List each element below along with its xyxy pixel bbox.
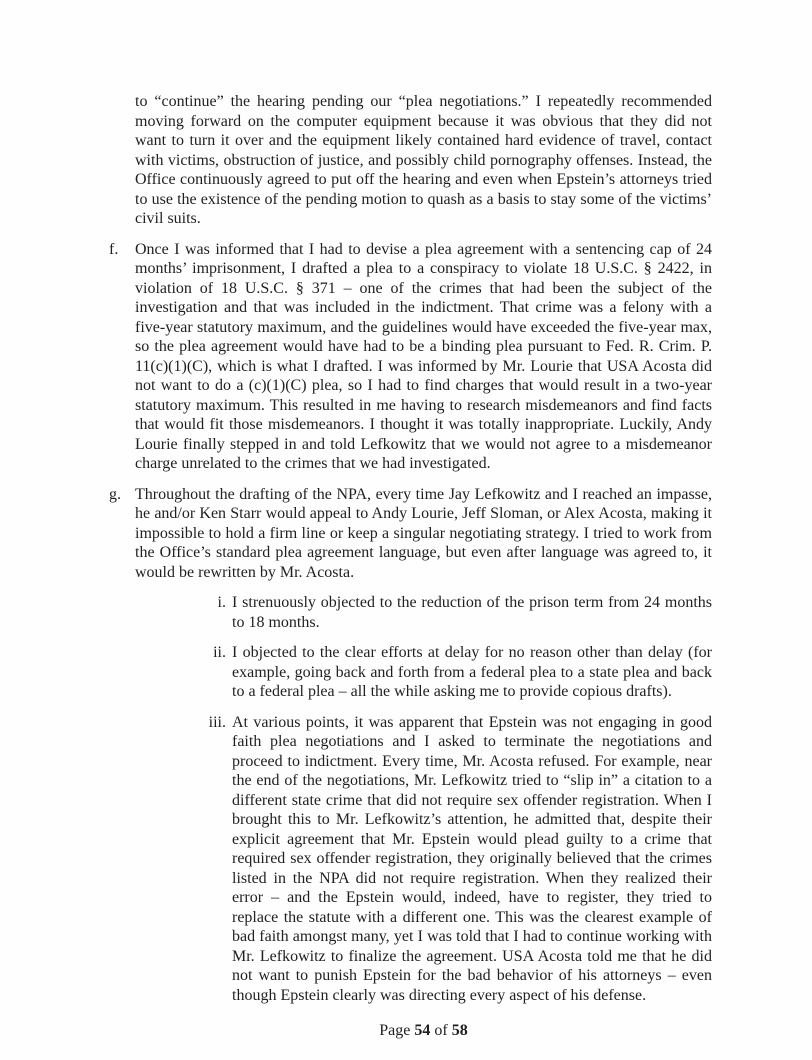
document-text-block [109, 92, 712, 1041]
list-item-g [109, 485, 712, 583]
page-footer [135, 1021, 712, 1041]
page-footer-of: of [434, 1022, 448, 1039]
sub-list-item-iii [208, 713, 712, 1006]
page-number-current: 54 [414, 1022, 431, 1039]
list-item-f-label: f. [109, 240, 119, 258]
sub-list [208, 593, 712, 1005]
continuation-paragraph: to “continue” the hearing pending our “plea negotiations.” I repeatedly recommended moving forward on the computer equipment because it was obvious that they did not want to turn it over and the equipment likely contained hard evidence of travel, contact with victims, obstruction of justice, and possibly child pornography offenses. Instead, the Office continuously agreed to put off the hearing and even when Epstein’s attorneys tried to use the existence of the pending motion to quash as a basis to stay some of the victims’ civil suits. [135, 93, 712, 227]
sub-list-item-i [217, 593, 712, 632]
list-item-f [109, 240, 712, 474]
sub-list-item-i-label: i. [217, 594, 226, 611]
page-number-total: 58 [451, 1022, 468, 1039]
page-footer-word: Page [379, 1022, 411, 1039]
list-item-g-label: g. [109, 485, 121, 503]
sub-list-item-ii-text: I objected to the clear efforts at delay for no reason other than delay (for example, going back and forth from a federal plea to a state plea and back to a federal plea – all the while asking me to provide copious drafts). [232, 644, 712, 700]
sub-list-item-ii-label: ii. [213, 644, 226, 661]
list-item-g-text: Throughout the drafting of the NPA, every time Jay Lefkowitz and I reached an impasse, he and/or Ken Starr would appeal to Andy Lourie, Jeff Sloman, or Alex Acosta, making it impossible to hold a firm line or keep a singular negotiating strategy. I tried to work from the Office’s standard plea agreement language, but even after language was agreed to, it would be rewritten by Mr. Acosta. [135, 485, 712, 581]
sub-list-item-iii-label: iii. [208, 713, 226, 731]
sub-list-item-ii [213, 643, 712, 702]
sub-list-item-iii-text: At various points, it was apparent that Epstein was not engaging in good faith plea negotiations and I asked to terminate the negotiations and proceed to indictment. Every time, Mr. Acosta refused. For example, near the end of the negotiations, Mr. Lefkowitz tried to “slip in” a citation to a different state crime that did not require sex offender registration. When I brought this to Mr. Lefkowitz’s attention, he admitted that, despite their explicit agreement that Mr. Epstein would plead guilty to a crime that required sex offender registration, they originally believed that the crimes listed in the NPA did not require registration. When they realized their error – and the Epstein would, indeed, have to register, they tried to replace the statute with a different one. This was the clearest example of bad faith amongst many, yet I was told that I had to continue working with Mr. Lefkowitz to finalize the agreement. USA Acosta told me that he did not want to punish Epstein for the bad behavior of his attorneys – even though Epstein clearly was directing every aspect of his defense. [232, 713, 712, 1004]
list-item-f-text: Once I was informed that I had to devise a plea agreement with a sentencing cap of 24 months’ imprisonment, I drafted a plea to a conspiracy to violate 18 U.S.C. § 2422, in violation of 18 U.S.C. § 371 – one of the crimes that had been the subject of the investigation and that was included in the indictment. That crime was a felony with a five-year statutory maximum, and the guidelines would have exceeded the five-year max, so the plea agreement would have had to be a binding plea pursuant to Fed. R. Crim. P. 11(c)(1)(C), which is what I drafted. I was informed by Mr. Lourie that USA Acosta did not want to do a (c)(1)(C) plea, so I had to find charges that would result in a two-year statutory maximum. This resulted in me having to research misdemeanors and find facts that would fit those misdemeanors. I thought it was totally inappropriate. Luckily, Andy Lourie finally stepped in and told Lefkowitz that we would not agree to a misdemeanor charge unrelated to the crimes that we had investigated. [135, 240, 712, 472]
sub-list-item-i-text: I strenuously objected to the reduction of the prison term from 24 months to 18 months. [232, 594, 712, 631]
